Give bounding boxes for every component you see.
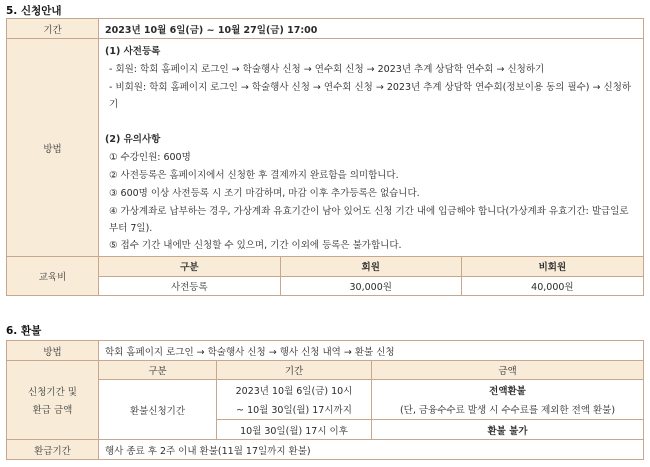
fee-label: 교육비 <box>7 257 99 296</box>
refund-header: 금액 <box>372 361 644 380</box>
period-label: 기간 <box>7 19 99 39</box>
refund-duration-value: 행사 종료 후 2주 이내 환불(11월 17일까지 환불) <box>99 440 644 460</box>
refund-category: 환불신청기간 <box>99 380 217 440</box>
refund-header: 구분 <box>99 361 217 380</box>
refund-period-label: 신청기간 및 환급 금액 <box>7 361 99 440</box>
refund-period-a-1: 2023년 10월 6일(금) 10시 <box>217 380 372 400</box>
method-content <box>99 39 644 257</box>
section-title-application: 5. 신청안내 <box>6 5 62 17</box>
fee-header: 비회원 <box>461 257 643 276</box>
note-item: ② 사전등록은 홈페이지에서 신청한 후 결제까지 완료함을 의미합니다. <box>109 169 399 181</box>
period-value: 2023년 10월 6일(금) ~ 10월 27일(금) 17:00 <box>99 19 644 39</box>
notes-title: (2) 유의사항 <box>105 133 161 145</box>
refund-amount-a-1: 전액환불 <box>372 380 644 400</box>
refund-period-b: 10월 30일(월) 17시 이후 <box>217 420 372 440</box>
note-item: ④ 가상계좌로 납부하는 경우, 가상계좌 유효기간이 남아 있어도 신청 기간 내에 입금해야 합니다(가상계좌 유효기간: 발급일로부터 7일). <box>109 205 629 234</box>
section-title-refund: 6. 환불 <box>6 325 42 337</box>
refund-method-label: 방법 <box>7 341 99 361</box>
member-procedure: - 회원: 학회 홈페이지 로그인 → 학술행사 신청 → 연수회 신청 → 2023년 추계 상담학 연수회 → 신청하기 <box>109 63 545 75</box>
method-label: 방법 <box>7 39 99 257</box>
application-table <box>6 18 644 296</box>
fee-cell-member: 30,000원 <box>280 276 461 295</box>
refund-method-value: 학회 홈페이지 로그인 → 학술행사 신청 → 행사 신청 내역 → 환불 신청 <box>99 341 644 361</box>
fee-header: 구분 <box>99 257 280 276</box>
fee-table <box>99 257 643 295</box>
refund-period-a-2: ~ 10월 30일(월) 17시까지 <box>217 400 372 420</box>
refund-amount-b: 환불 불가 <box>372 420 644 440</box>
fee-header: 회원 <box>280 257 461 276</box>
note-item: ① 수강인원: 600명 <box>109 151 191 163</box>
refund-amount-a-2: (단, 금융수수료 발생 시 수수료를 제외한 전액 환불) <box>372 400 644 420</box>
fee-cell-nonmember: 40,000원 <box>461 276 643 295</box>
pre-registration-title: (1) 사전등록 <box>105 45 161 57</box>
nonmember-procedure: - 비회원: 학회 홈페이지 로그인 → 학술행사 신청 → 연수회 신청 → 2023년 추계 상담학 연수회(정보이용 동의 필수) → 신청하기 <box>109 81 632 110</box>
note-item: ⑤ 접수 기간 내에만 신청할 수 있으며, 기간 이외에 등록은 불가합니다. <box>109 239 402 251</box>
refund-duration-label: 환급기간 <box>7 440 99 460</box>
refund-header: 기간 <box>217 361 372 380</box>
fee-cell <box>99 257 644 296</box>
fee-cell-type: 사전등록 <box>99 276 280 295</box>
note-item: ③ 600명 이상 사전등록 시 조기 마감하며, 마감 이후 추가등록은 없습니다. <box>109 187 420 199</box>
refund-table <box>6 340 644 460</box>
